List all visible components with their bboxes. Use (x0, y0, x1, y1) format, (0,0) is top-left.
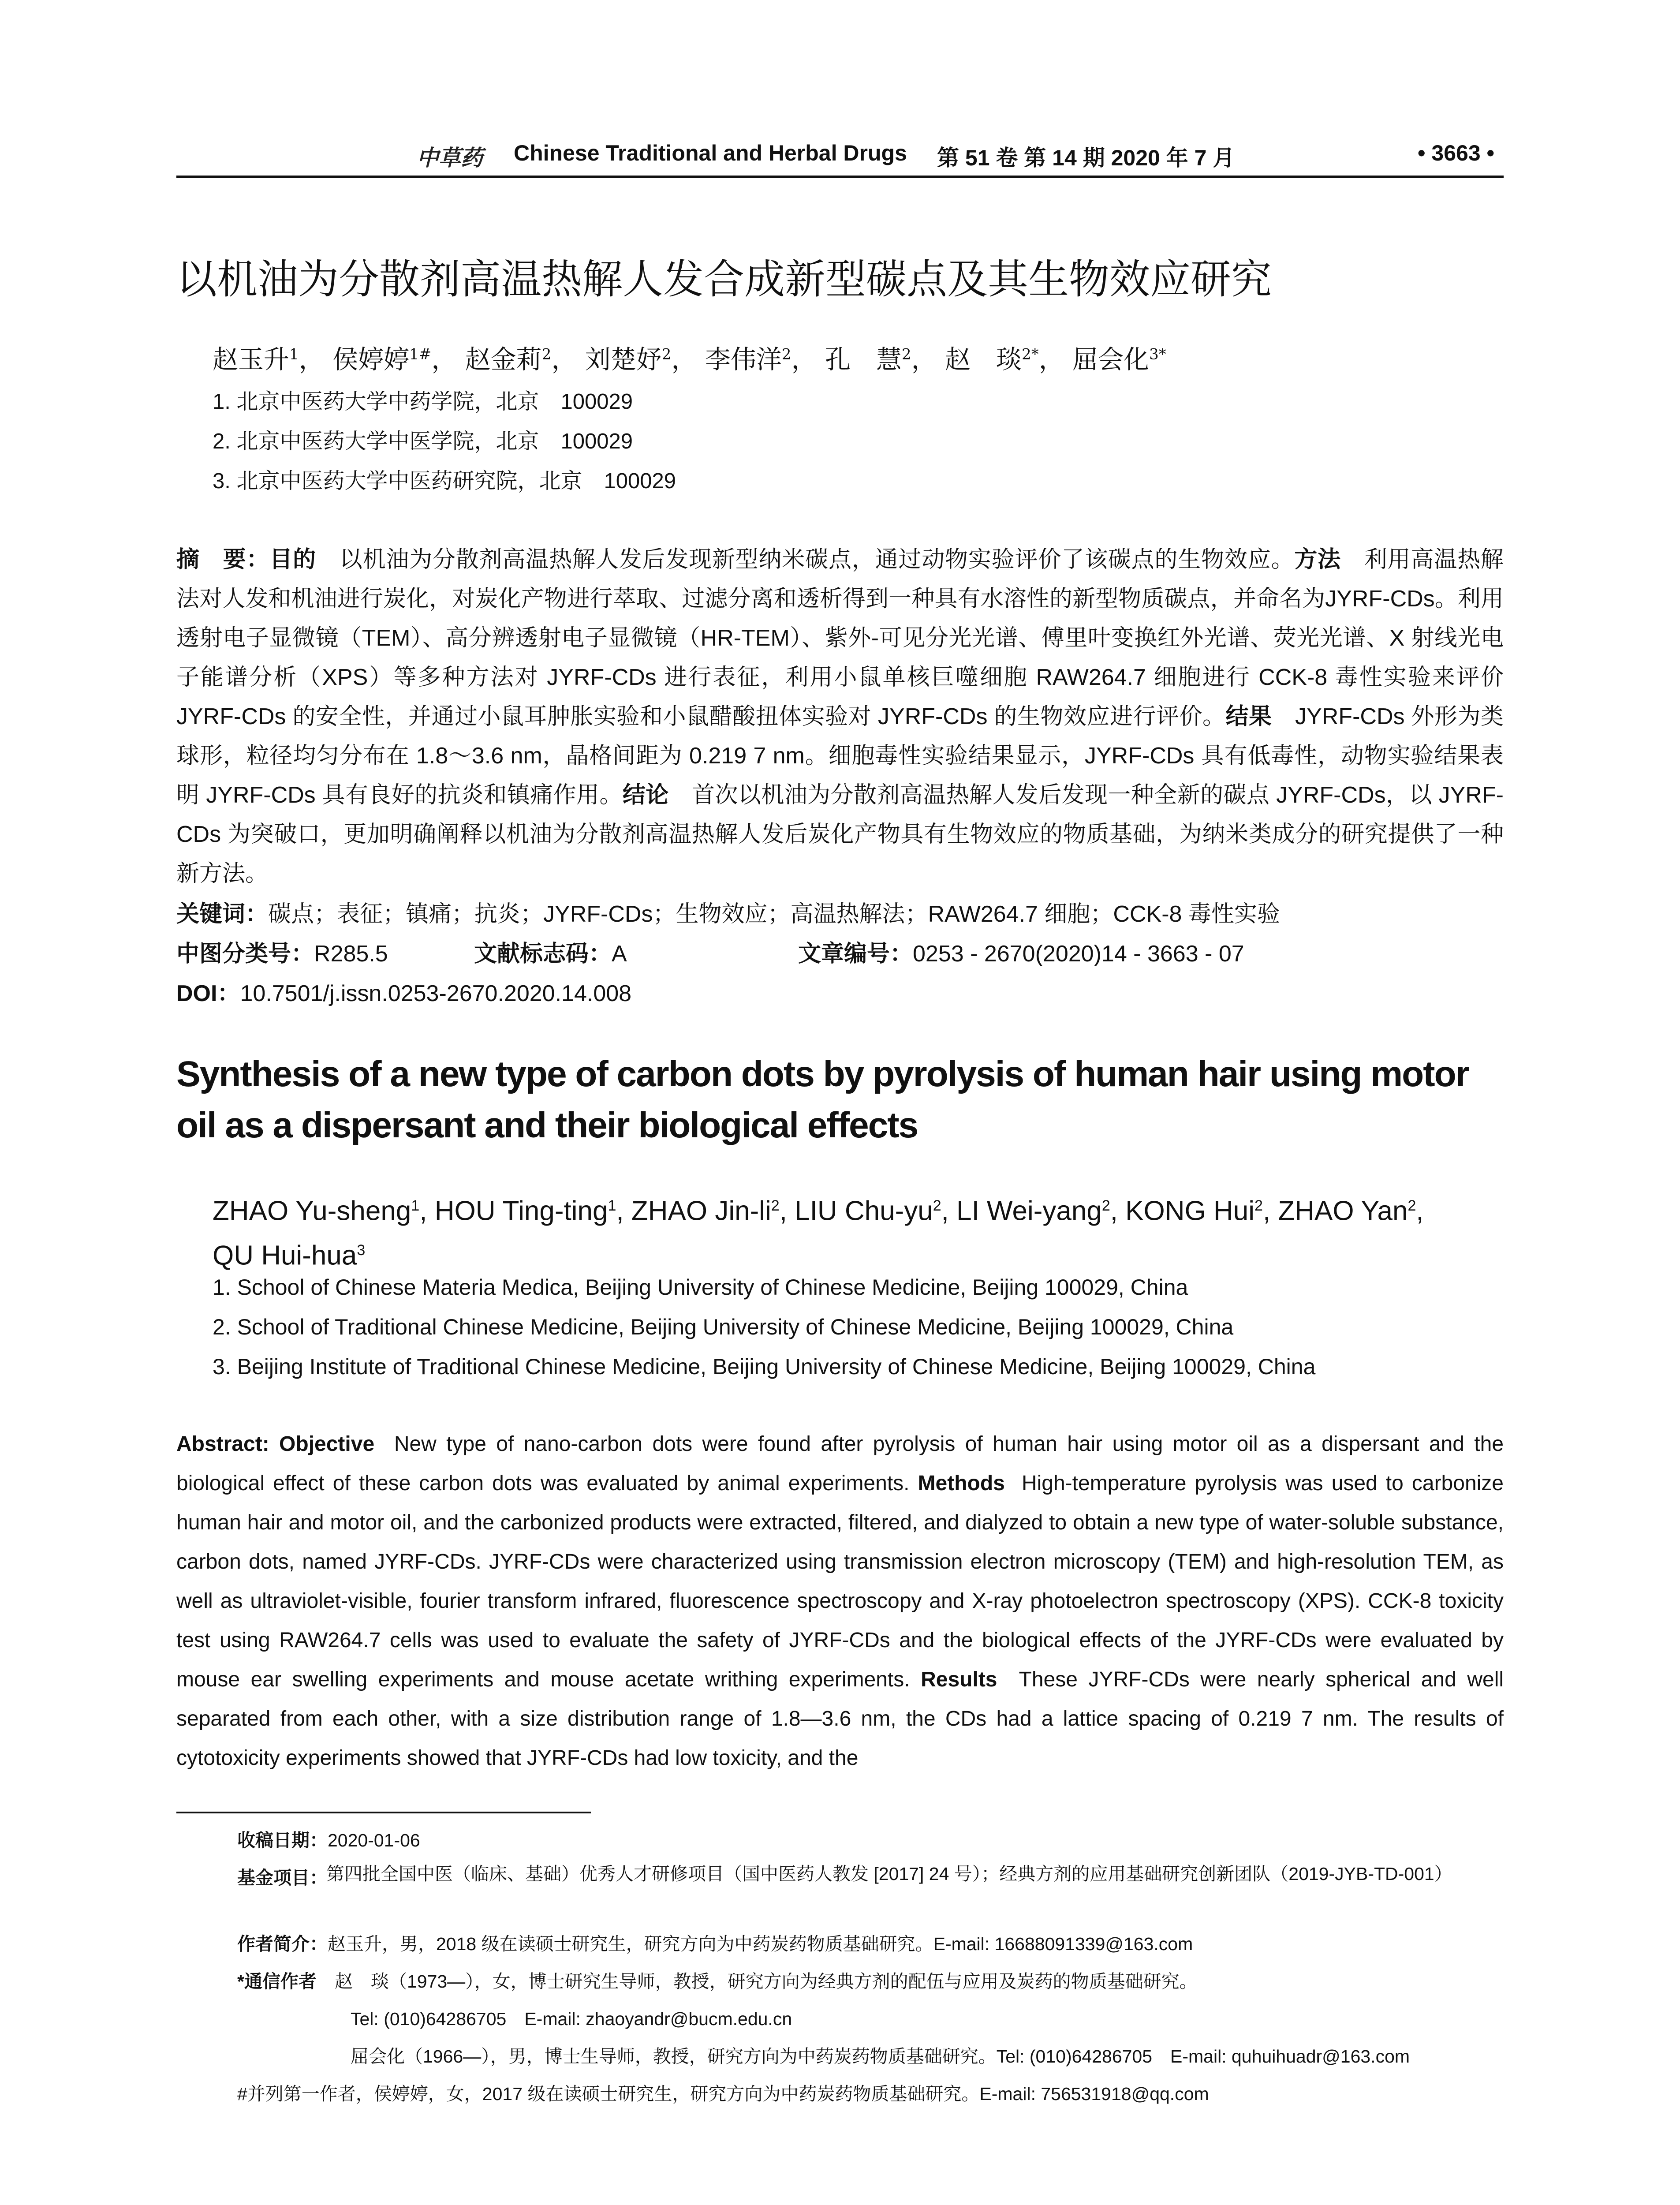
title-cn: 以机油为分散剂高温热解人发合成新型碳点及其生物效应研究 (176, 257, 1272, 302)
author-en: QU Hui-hua (213, 1240, 357, 1271)
abstract-cn: 摘 要：目的 以机油为分散剂高温热解人发后发现新型纳米碳点，通过动物实验评价了该碳点的生物效应。方法 利用高温热解法对人发和机油进行炭化，对炭化产物进行萃取、过滤分离和透析得到一种具有水溶性的新型物质碳点，并命名为JYRF-CDs。利用透射电子显微镜（TEM）、高分辨透射电子显微镜（HR-TEM）、紫外-可见分光光谱、傅里叶变换红外光谱、荧光光谱、X 射线光电子能谱分析（XPS）等多种方法对 JYRF-CDs 进行表征，利用小鼠单核巨噬细胞 RAW264.7 细胞进行 CCK-8 毒性实验来评价 JYRF-CDs 的安全性，并通过小鼠耳肿胀实验和小鼠醋酸扭体实验对 JYRF-CDs 的生物效应进行评价。结果 JYRF-CDs 外形为类球形，粒径均匀分布在 1.8～3.6 nm，晶格间距为 0.219 7 nm。细胞毒性实验结果显示，JYRF-CDs 具有低毒性，动物实验结果表明 JYRF-CDs 具有良好的抗炎和镇痛作用。结论 首次以机油为分散剂高温热解人发后发现一种全新的碳点 JYRF-CDs，以 JYRF-CDs 为突破口，更加明确阐释以机油为分散剂高温热解人发后炭化产物具有生物效应的物质基础，为纳米类成分的研究提供了一种新方法。 (176, 547, 1504, 886)
title-en: Synthesis of a new type of carbon dots by pyrolysis of human hair using motor oil as a dispersant and their biological effects (176, 1054, 1469, 1145)
author-en: ZHAO Jin-li (631, 1196, 771, 1226)
author-bio: 作者简介：赵玉升，男，2018 级在读硕士研究生，研究方向为中药炭药物质基础研究。E-mail: 16688091339@163.com (237, 1934, 1193, 1954)
author-cn: 孔 慧 (825, 344, 902, 374)
journal-name-cn: 中草药 (417, 145, 483, 171)
footnote-rule (176, 1812, 591, 1813)
author-cn: 赵金莉 (465, 344, 542, 374)
corresponding-contact: Tel: (010)64286705 E-mail: zhaoyandr@bucm.edu.cn (351, 2009, 792, 2029)
author-cn: 赵玉升 (213, 344, 290, 374)
authors-en: ZHAO Yu-sheng$^1$, HOU Ting-ting$^1$, ZHAO Jin-$li^2$, LIU Chu-$yu^2$, LI Wei-yang$^2$, KONG Hui$^2$, ZHAO Yan$^2$, QU Hui-hua$^3$ (213, 1196, 1424, 1271)
affiliation-en-3: 3. Beijing Institute of Traditional Chinese Medicine, Beijing University of Chinese Medicine, Beijing 100029, China (213, 1354, 1316, 1379)
received-date: 收稿日期：2020-01-06 (237, 1830, 420, 1850)
article-number: 文章编号：0253 - 2670(2020)14 - 3663 - 07 (798, 941, 1244, 967)
journal-issue: 第 51 卷 第 14 期 2020 年 7 月 (937, 146, 1235, 170)
author-en: ZHAO Yan (1278, 1196, 1408, 1226)
affiliation-cn-1: 1. 北京中医药大学中药学院，北京 100029 (213, 390, 633, 414)
affiliation-cn-2: 2. 北京中医药大学中医学院，北京 100029 (213, 430, 633, 453)
author-en: LIU Chu-yu (795, 1196, 933, 1226)
journal-name-en: Chinese Traditional and Herbal Drugs (514, 141, 907, 165)
author-en: HOU Ting-ting (434, 1196, 608, 1226)
abstract-en: Abstract: Objective New type of nano-carbon dots were found after pyrolysis of human hair using motor oil as a dispersant and the biological effect of these carbon dots was evaluated by animal experiments. Methods High-temperature pyrolysis was used to carbonize human hair and motor oil, and the carbonized products were extracted, filtered, and dialyzed to obtain a new type of water-soluble substance, carbon dots, named JYRF-CDs. JYRF-CDs were characterized using transmission electron microscopy (TEM) and high-resolution TEM, as well as ultraviolet-visible, fourier transform infrared, fluorescence spectroscopy and X-ray photoelectron spectroscopy (XPS). CCK-8 toxicity test using RAW264.7 cells was used to evaluate the safety of JYRF-CDs and the biological effects of the JYRF-CDs were evaluated by mouse ear swelling experiments and mouse acetate writhing experiments. Results These JYRF-CDs were nearly spherical and well separated from each other, with a size distribution range of 1.8—3.6 nm, the CDs had a lattice spacing of 0.219 7 nm. The results of cytotoxicity experiments showed that JYRF-CDs had low toxicity, and the (176, 1432, 1504, 1770)
corresponding-author: *通信作者 赵 琰（1973—），女，博士研究生导师，教授，研究方向为经典方剂的配伍与应用及炭药的物质基础研究。 (237, 1971, 1198, 1992)
affiliation-en-2: 2. School of Traditional Chinese Medicine, Beijing University of Chinese Medicine, Beijing 100029, China (213, 1315, 1234, 1339)
fund-text: 第四批全国中医（临床、基础）优秀人才研修项目（国中医药人教发 [2017] 24 号）；经典方剂的应用基础研究创新团队（2019-JYB-TD-001） (326, 1864, 1452, 1884)
author-cn: 屈会化 (1072, 344, 1150, 374)
co-first-author: #并列第一作者，侯婷婷，女，2017 级在读硕士研究生，研究方向为中药炭药物质基础研究。E-mail: 756531918@qq.com (237, 2084, 1209, 2104)
affiliation-cn-3: 3. 北京中医药大学中医药研究院，北京 100029 (213, 469, 676, 493)
author-en: KONG Hui (1125, 1196, 1255, 1226)
author-cn: 李伟洋 (705, 344, 782, 374)
author-cn: 赵 琰 (945, 344, 1022, 374)
author-en: ZHAO Yu-sheng (213, 1196, 411, 1226)
author-en: LI Wei-yang (956, 1196, 1102, 1226)
affiliation-en-1: 1. School of Chinese Materia Medica, Beijing University of Chinese Medicine, Beijing 100029, China (213, 1275, 1188, 1300)
keywords: 关键词：碳点；表征；镇痛；抗炎；JYRF-CDs；生物效应；高温热解法；RAW264.7 细胞；CCK-8 毒性实验 (176, 901, 1280, 927)
fund-label: 基金项目： (237, 1868, 328, 1888)
classification: 中图分类号：R285.5 (176, 941, 388, 967)
page-number: • 3663 • (1418, 141, 1495, 165)
header-rule (176, 176, 1504, 178)
corresponding-author-2: 屈会化（1966—），男，博士生导师，教授，研究方向为中药炭药物质基础研究。Tel: (010)64286705 E-mail: quhuihuadr@163.com (351, 2046, 1410, 2067)
authors-cn: 赵玉升$^1$， 侯婷婷$^{1\#}$， 赵金莉$^2$， 刘楚妤$^2$， 李伟洋$^2$， 孔 慧$^2$， 赵 琰$^{2*}$， 屈会化$^{3*}$ (213, 344, 1166, 374)
document-code: 文献标志码：A (474, 941, 627, 967)
doi: DOI：10.7501/j.issn.0253-2670.2020.14.008 (176, 981, 632, 1006)
author-cn: 侯婷婷 (332, 344, 410, 374)
author-cn: 刘楚妤 (585, 344, 662, 374)
